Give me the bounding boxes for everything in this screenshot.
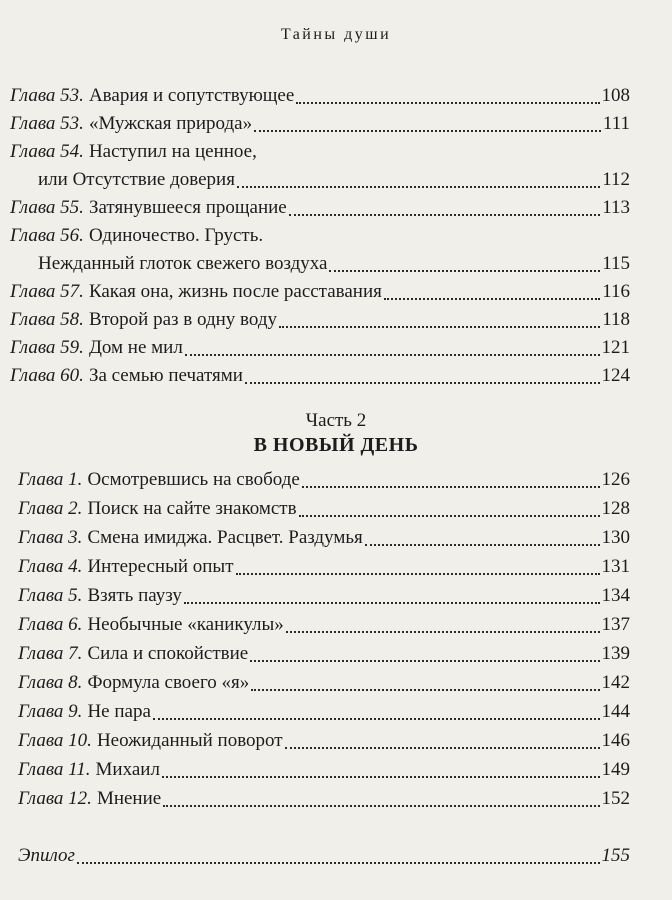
dot-leader — [299, 515, 600, 517]
chapter-label: Глава 60. — [10, 365, 84, 386]
chapter-label: Глава 53. — [10, 113, 84, 134]
chapter-title: Осмотревшись на свободе — [87, 469, 300, 490]
chapter-label: Глава 6. — [18, 614, 83, 635]
chapter-label: Глава 2. — [18, 498, 83, 519]
chapter-label: Глава 12. — [18, 788, 92, 809]
chapter-title: Михаил — [95, 759, 160, 780]
chapter-title-continued: или Отсутствие доверия — [38, 169, 235, 190]
chapter-label: Глава 59. — [10, 337, 84, 358]
toc-entry — [18, 611, 630, 639]
toc-entry — [18, 553, 630, 581]
chapter-title: Неожиданный поворот — [96, 730, 283, 751]
page-number: 128 — [601, 498, 630, 519]
chapter-title: Необычные «каникулы» — [87, 614, 284, 635]
dot-leader — [162, 776, 600, 778]
chapter-label: Глава 7. — [18, 643, 83, 664]
chapter-label: Глава 54. — [10, 141, 84, 162]
dot-leader — [245, 382, 600, 384]
toc-entry — [10, 82, 630, 110]
dot-leader — [296, 102, 599, 104]
chapter-title: За семью печатями — [88, 365, 243, 386]
dot-leader — [163, 805, 599, 807]
chapter-label: Глава 1. — [18, 469, 83, 490]
dot-leader — [365, 544, 600, 546]
dot-leader — [286, 631, 600, 633]
page-number: 113 — [602, 197, 630, 218]
page-number: 108 — [601, 85, 630, 106]
chapter-label: Глава 10. — [18, 730, 92, 751]
chapter-title: Сила и спокойствие — [87, 643, 249, 664]
page-number: 115 — [602, 253, 630, 274]
toc-entry — [18, 495, 630, 523]
chapter-label: Глава 3. — [18, 527, 83, 548]
chapter-label: Глава 9. — [18, 701, 83, 722]
chapter-label: Глава 58. — [10, 309, 84, 330]
epilogue-label: Эпилог — [18, 845, 75, 866]
chapter-title: Не пара — [87, 701, 151, 722]
page-number: 126 — [601, 469, 630, 490]
chapter-label: Глава 5. — [18, 585, 83, 606]
toc-entry — [18, 582, 630, 610]
toc-entry-epilogue — [18, 842, 630, 870]
page-number: 152 — [601, 788, 630, 809]
toc-entry — [10, 194, 630, 222]
dot-leader — [329, 270, 600, 272]
dot-leader — [285, 747, 600, 749]
dot-leader — [254, 130, 601, 132]
toc-entry — [18, 698, 630, 726]
page-number: 111 — [602, 113, 630, 134]
dot-leader — [251, 689, 599, 691]
page-number: 131 — [601, 556, 630, 577]
chapter-label: Глава 53. — [10, 85, 84, 106]
page-number: 155 — [601, 845, 630, 866]
chapter-label: Глава 8. — [18, 672, 83, 693]
dot-leader — [289, 214, 600, 216]
page-number: 130 — [601, 527, 630, 548]
chapter-label: Глава 4. — [18, 556, 83, 577]
chapter-label: Глава 57. — [10, 281, 84, 302]
page-number: 121 — [601, 337, 630, 358]
page-number: 146 — [601, 730, 630, 751]
page-number: 144 — [601, 701, 630, 722]
chapter-title: Затянувшееся прощание — [88, 197, 287, 218]
chapter-label: Глава 55. — [10, 197, 84, 218]
chapter-label: Глава 11. — [18, 759, 91, 780]
toc-entry — [18, 524, 630, 552]
chapter-title: Авария и сопутствующее — [88, 85, 295, 106]
dot-leader — [279, 326, 600, 328]
running-head: Тайны души — [280, 26, 392, 43]
page-number: 142 — [601, 672, 630, 693]
chapter-title: Мнение — [96, 788, 162, 809]
chapter-title: Смена имиджа. Расцвет. Раздумья — [87, 527, 363, 548]
toc-entry — [10, 110, 630, 138]
toc-entry — [10, 306, 630, 334]
chapter-title: Формула своего «я» — [87, 672, 250, 693]
toc-entry — [18, 756, 630, 784]
toc-entry — [18, 466, 630, 494]
dot-leader — [185, 354, 600, 356]
toc-entry — [10, 278, 630, 306]
toc-entry — [10, 362, 630, 390]
toc-entry — [18, 669, 630, 697]
dot-leader — [77, 862, 600, 864]
toc-entry — [10, 222, 630, 278]
chapter-title-continued: Нежданный глоток свежего воздуха — [38, 253, 328, 274]
chapter-title: «Мужская природа» — [88, 113, 253, 134]
chapter-title: Какая она, жизнь после расставания — [88, 281, 382, 302]
page-number: 137 — [601, 614, 630, 635]
chapter-title: Дом не мил — [88, 337, 183, 358]
chapter-title: Второй раз в одну воду — [88, 309, 277, 330]
toc-entry — [10, 138, 630, 194]
part-label: Часть 2 — [305, 410, 367, 431]
toc-entry — [18, 640, 630, 668]
toc-entry — [10, 334, 630, 362]
chapter-title: Взять паузу — [87, 585, 182, 606]
chapter-title: Наступил на ценное, — [88, 141, 257, 162]
chapter-title: Одиночество. Грусть. — [88, 225, 264, 246]
page-number: 134 — [601, 585, 630, 606]
page-number: 139 — [601, 643, 630, 664]
chapter-label: Глава 56. — [10, 225, 84, 246]
page-number: 116 — [602, 281, 630, 302]
dot-leader — [302, 486, 600, 488]
chapter-title: Поиск на сайте знакомств — [87, 498, 297, 519]
page-number: 112 — [602, 169, 630, 190]
dot-leader — [184, 602, 600, 604]
toc-entry — [18, 785, 630, 813]
dot-leader — [384, 298, 600, 300]
dot-leader — [237, 186, 600, 188]
page-number: 124 — [601, 365, 630, 386]
dot-leader — [153, 718, 600, 720]
toc-entry — [18, 727, 630, 755]
dot-leader — [236, 573, 600, 575]
dot-leader — [250, 660, 599, 662]
page-number: 118 — [602, 309, 630, 330]
chapter-title: Интересный опыт — [87, 556, 234, 577]
page-number: 149 — [601, 759, 630, 780]
part-title: В НОВЫЙ ДЕНЬ — [253, 434, 419, 456]
